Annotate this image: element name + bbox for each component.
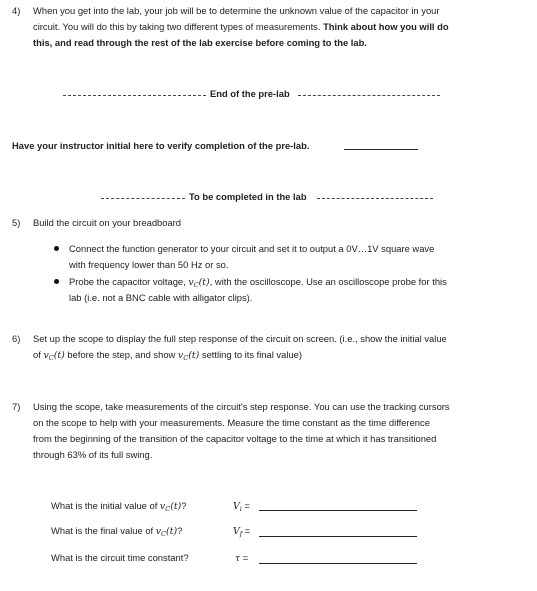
final-value-answer-field[interactable]: [259, 536, 417, 537]
vc-of-t-symbol: [156, 526, 177, 537]
initial-value-text: What is the initial value of: [51, 500, 160, 511]
t-argument: (t): [198, 277, 210, 288]
inlab-divider-right: [317, 198, 433, 199]
question-7-line-1: Using the scope, take measurements of the circuit's step response. You can use the tracking cursors: [33, 401, 450, 412]
t-argument: (t): [188, 350, 200, 361]
v-symbol: v: [43, 350, 49, 361]
vc-of-t-symbol: [43, 350, 64, 361]
vc-of-t-symbol: [160, 501, 181, 512]
question-7-line-3: from the beginning of the transition of the capacitor voltage to the time at which it has transitioned: [33, 433, 437, 444]
question-4-number: 4): [12, 5, 21, 16]
initial-value-answer-field[interactable]: [259, 510, 417, 511]
q5-bullet-1-line-2: with frequency lower than 50 Hz or so.: [69, 259, 229, 270]
prelab-end-label: End of the pre-lab: [210, 88, 290, 99]
inlab-divider-left: [101, 198, 185, 199]
q5-bullet-2-line-2: lab (i.e. not a BNC cable with alligator clips).: [69, 292, 253, 303]
v-symbol: v: [177, 350, 184, 361]
equals-sign: =: [242, 525, 251, 536]
V-symbol: V: [233, 526, 240, 537]
bullet-icon: [54, 279, 59, 284]
question-4-line-2-text: circuit. You will do this by taking two different types of measurements.: [33, 21, 324, 32]
t-argument: (t): [166, 526, 178, 537]
bullet-icon: [54, 246, 59, 251]
vf-label: [233, 523, 250, 542]
equals-sign: =: [240, 552, 249, 563]
i-subscript: i: [239, 505, 242, 513]
c-subscript: C: [48, 354, 54, 362]
question-mark: ?: [181, 500, 187, 511]
V-symbol: V: [233, 501, 240, 512]
q5-bullet-2-text-a: Probe the capacitor voltage,: [69, 276, 189, 287]
vc-of-t-symbol: [178, 350, 199, 361]
question-6-line-2: [33, 347, 302, 366]
question-7-number: 7): [12, 401, 21, 412]
f-subscript: f: [239, 530, 243, 538]
question-7-line-4: through 63% of its full swing.: [33, 449, 153, 460]
inlab-start-label: To be completed in the lab: [189, 191, 307, 202]
v-symbol: v: [159, 501, 166, 512]
vc-of-t-symbol: [188, 277, 209, 288]
c-subscript: C: [165, 505, 171, 513]
instructor-initial-field[interactable]: [344, 149, 418, 150]
q6-text-b: before the step, and show: [64, 349, 178, 360]
q6-text-a: of: [33, 349, 44, 360]
question-4-line-3: this, and read through the rest of the lab exercise before coming to the lab.: [33, 37, 367, 48]
q6-text-c: settling to its final value): [199, 349, 302, 360]
question-6-line-1: Set up the scope to display the full step response of the circuit on screen. (i.e., show the initial value: [33, 333, 447, 344]
q5-bullet-2-text-b: , with the oscilloscope. Use an oscilloscope probe for this: [209, 276, 447, 287]
c-subscript: C: [193, 281, 199, 289]
v-symbol: v: [188, 277, 194, 288]
t-argument: (t): [170, 501, 182, 512]
question-6-number: 6): [12, 333, 21, 344]
question-4-line-1: When you get into the lab, your job will be to determine the unknown value of the capacitor in your: [33, 5, 440, 16]
question-7-line-2: on the scope to help with your measurements. Measure the time constant as the time difference: [33, 417, 430, 428]
question-4-line-2: [33, 19, 449, 35]
question-5-title: Build the circuit on your breadboard: [33, 217, 182, 228]
equals-sign: =: [241, 500, 250, 511]
t-argument: (t): [53, 350, 65, 361]
final-value-question: [51, 523, 182, 542]
instructor-initial-prompt: Have your instructor initial here to verify completion of the pre-lab.: [12, 140, 310, 151]
c-subscript: C: [183, 354, 189, 362]
question-mark: ?: [177, 525, 183, 536]
prelab-divider-left: [63, 95, 206, 96]
question-5-number: 5): [12, 217, 21, 228]
vi-label: [233, 498, 250, 517]
time-constant-answer-field[interactable]: [259, 563, 417, 564]
time-constant-question: What is the circuit time constant?: [51, 552, 189, 563]
question-4-line-2-bold: Think about how you will do: [323, 21, 449, 32]
c-subscript: C: [161, 530, 167, 538]
initial-value-question: [51, 498, 187, 517]
v-symbol: v: [155, 526, 162, 537]
final-value-text: What is the final value of: [51, 525, 156, 536]
q5-bullet-1-line-1: Connect the function generator to your circuit and set it to output a 0V…1V square wave: [69, 243, 435, 254]
prelab-divider-right: [298, 95, 440, 96]
tau-symbol: τ: [235, 553, 241, 564]
tau-label: [235, 550, 248, 567]
